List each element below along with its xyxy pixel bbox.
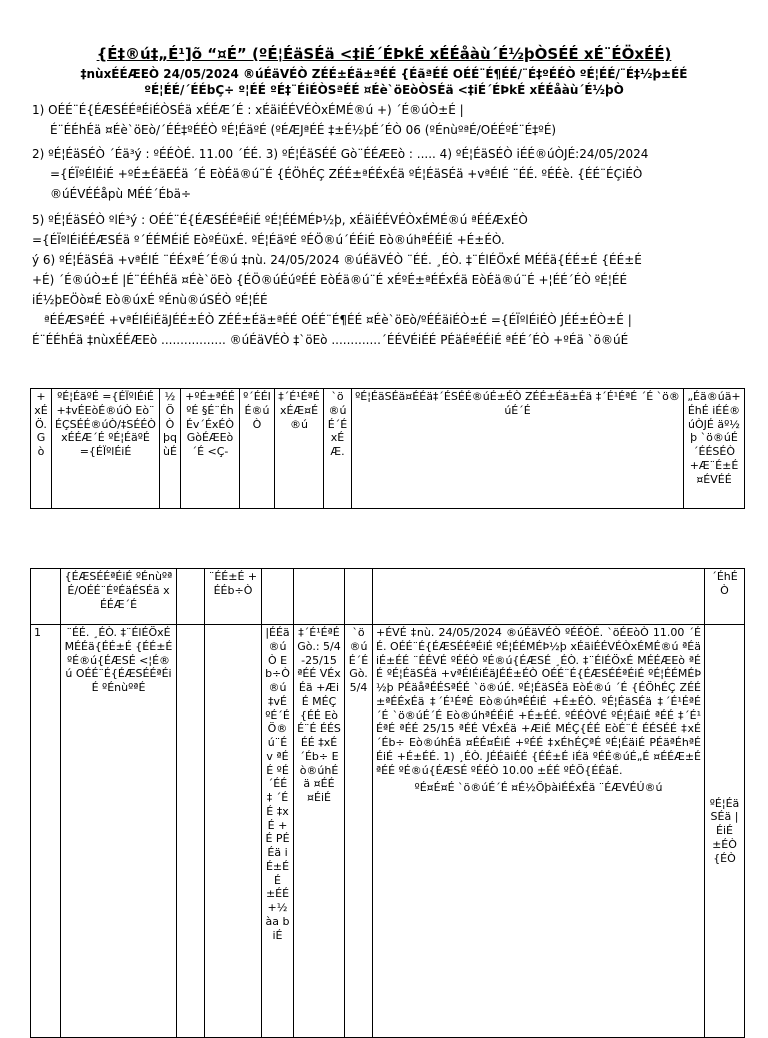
table-cell <box>345 569 373 625</box>
col-action-date: „Éä®úä+ÉhÉ iÉÉ®úÒJÉ äº½þ `ö®úÉ´ÉÉSÉÒ +Æ¨É±É ¤ÉVÉÉ <box>684 389 745 509</box>
paragraph-line: ý 6) ºÉ¦ÉäSÉä +vªÉIÉ ¨ÉÉxªÉ´É®ú ‡nù. 24/05/2024 ®úÉäVÉÒ ¨ÉÉ. ¸ÉÒ. ‡¨ÉlÉÖxÉ MÉÉä{ÉÉ±É {ÉÉ±É <box>32 253 642 267</box>
paragraph-line: ®úÉVÉÉåpù MÉÉ´Ébä÷ <box>50 187 192 201</box>
row-action-date: ºÉ¦ÉäSÉä |ÉiÉ ±ÉÒ{ÉÒ <box>705 625 745 1038</box>
paragraph-1 <box>32 100 744 140</box>
row-subject-number: ‡´É¹ÉªÉ Gò.: 5/4-25/15 ªÉÉ VÉxÉä +ÆiÉ MÉÇ{ÉÉ EòÉ¨É ÉÉSÉÉ ‡xÉ ´Éb÷ Eò®úhÉä ¤ÉÉ¤ÉiÉ <box>294 625 345 1038</box>
col-serial-number: +xÉÖ.Gò <box>31 389 52 509</box>
paragraph-line: 2) ºÉ¦ÉäSÉÒ ´Éä³ý : ºÉÉÒÉ. 11.00 ´ÉÉ. 3) ºÉ¦ÉäSÉÉ Gò¨ÉÉÆEò : ..... 4) ºÉ¦ÉäSÉÒ iÉÉ®úÒJÉ:24/05/2024 <box>32 147 649 161</box>
table-header-row <box>31 389 745 509</box>
table-cell <box>31 569 61 625</box>
page-subtitle <box>40 66 728 98</box>
row-signature: |ÉÉä®úÒ Eb÷Ò®ú ‡vÉ ºÉ´ÉÖ®ú¨Év ªÉÉ ºÉ´ÉÉ ‡ ´ÉÉ ‡xÉ +É PÉÉä iÉ±ÉÉ ±ÉÉ +½àa biÉ <box>262 625 294 1038</box>
table-cell <box>294 569 345 625</box>
row-attendee-name: ¨ÉÉ. ¸ÉÒ. ‡¨ÉlÉÖxÉ MÉÉä{ÉÉ±É {ÉÉ±É ºÉ®ú{ÉÆSÉ <¦É®ú OÉÉ¨É{ÉÆSÉÉªÉiÉ ºÉnùºªÉ <box>61 625 177 1038</box>
table-cell: {ÉÆSÉÉªÉiÉ ºÉnùºªÉ/OÉÉ¨ÉºÉäÉSÉä xÉÉÆ´É <box>61 569 177 625</box>
subtitle-line-2: ºÉ¦ÉÉ/´ÉÉbÇ÷ º¦ÉÉ ºÉ‡¨ÉiÉÒSªÉÉ ¤Éè`öEòÒSÉä <‡iÉ´ÉÞkÉ xÉÉåàù´É½þÒ <box>144 83 624 98</box>
paragraph-line: 5) ºÉ¦ÉäSÉÒ ºlÉ³ý : OÉÉ¨É{ÉÆSÉÉªÉiÉ ºÉ¦ÉÉMÉÞ½þ, xÉäiÉÉVÉÒxÉMÉ®ú ªÉÉÆxÉÒ <box>32 213 528 227</box>
paragraph-line: ={ÉÏºlÉiÉÉÆSÉä º´ÉÉMÉiÉ EòºÉüxÉ. ºÉ¦ÉäºÉ ºÉÖ®ú´ÉÉiÉ Eò®úhªÉÉiÉ +É±ÉÒ. <box>32 233 505 247</box>
paragraph-line: ={ÉÏºÉlÉiÉ +ºÉ±ÉäEÉä ´É EòÉä®ú¨É {ÉÖhÉÇ ZÉÉ±ªÉÉxÉä ºÉ¦ÉäSÉä +vªÉIÉ ¨ÉÉ. ºÉÉè. {ÉÉ¨ÉÇiÉÒ <box>50 167 643 181</box>
table-cell: ¨ÉÉ±É +ÉÉb÷Ò <box>205 569 262 625</box>
col-mobile-email: +ºÉ±ªÉÉºÉ §É¨ÉhÉv´ÉxÉÒ GòÉÆEò ´É <Ç- <box>181 389 240 509</box>
col-signature: º´ÉÉIÉ®úÒ <box>240 389 275 509</box>
table-cell <box>373 569 705 625</box>
table-subheader-row <box>31 569 745 625</box>
table-row <box>31 625 745 1038</box>
table-cell: ´ÉhÉÒ <box>705 569 745 625</box>
col-subject-number: ‡´É¹ÉªÉ xÉÆ¤É®ú <box>275 389 324 509</box>
paragraph-line: ªÉÉÆSªÉÉ +vªÉIÉiÉäJÉÉ±ÉÒ ZÉÉ±Éä±ªÉÉ OÉÉ¨É¶ÉÉ ¤Éè`öEò/ºÉÉäiÉÒ±É ={ÉÏºlÉiÉÒ JÉÉ±ÉÒ±É | <box>44 313 632 327</box>
paragraph-3 <box>32 210 744 350</box>
row-serial-number: 1 <box>31 625 61 1038</box>
row-mobile-email <box>205 625 262 1038</box>
remark-text: +ÉVÉ ‡nù. 24/05/2024 ®úÉäVÉÒ ºÉÉÒÉ. `öÉEòÒ 11.00 ´ÉÉ. OÉÉ¨É{ÉÆSÉÉªÉiÉ ºÉ¦ÉÉMÉÞ½þ xÉäiÉÉVÉÒxÉMÉ®ú ªÉäiÉ±ÉÉ ¨ÉÉVÉ ºÉÉÒ ºÉ®ú{ÉÆSÉ ¸ÉÒ. ‡¨ÉlÉÖxÉ MÉÉÆEò ªÉÉ ºÉ¦ÉäSÉä +vªÉIÉiÉäJÉÉ±ÉÒ OÉÉ¨É{ÉÆSÉÉªÉiÉ ºÉ¦ÉÉMÉÞ½þ PÉäåªÉÉSªÉÉ `ö®úÉ. ºÉ¦ÉäSÉä EòÉ®ú ´É {ÉÖhÉÇ ZÉÉ±ªÉÉxÉä ‡´É¹ÉªÉ Eò®úhªÉÉiÉ +É±ÉÒ. ºÉ¦ÉäSÉä ‡´É¹ÉªÉ ´É `ö®úÉ´É Eò®úhªÉÉiÉ +É±ÉÉ. ºÉÉÒVÉ ºÉ¦ÉäiÉ ªÉÉ ‡´É¹ÉªÉ ªÉÉ 25/15 ªÉÉ VÉxÉä +ÆiÉ MÉÇ{ÉÉ EòÉ¨É ÉÉSÉÉ ‡xÉ ´Éb÷ Eò®úhÉä ¤ÉÉ¤ÉiÉ +ºÉÉ ‡xÉhÉÇªÉ ºÉ¦ÉäiÉ PÉäªÉhªÉÉiÉ +É±ÉÉ. 1) ¸ÉÒ. JÉÉäiÉÉ {ÉÉ±É iÉä ºÉÉ®úÉ„É ¤ÉÉÆ±É ªÉÉ ºÉ®ú{ÉÆSÉ ºÉÉÒ 10.00 ±ÉÉ ºÉÖ{ÉÉäÉ. <box>376 626 701 777</box>
paragraph-2 <box>32 144 744 204</box>
row-resolution-number: `ö®úÉ´É Gò. 5/4 <box>345 625 373 1038</box>
paragraph-line: É¨ÉÉhÉä ¤Éè`öEò/´ÉÉ‡ºÉÉÒ ºÉ¦ÉäºÉ (ºÉÆJªÉÉ ‡±É½þÉ´ÉÒ 06 (ºÉnùºªÉ/OÉÉºÉ¨É‡ºÉ) <box>50 123 557 137</box>
paragraph-line: iÉ½þEÖò¤É Eò®úxÉ ºÉnù®úSÉÒ ºÉ¦ÉÉ <box>32 293 268 307</box>
paragraph-line: 1) OÉÉ¨É{ÉÆSÉÉªÉiÉÒSÉä xÉÉÆ´É : xÉäiÉÉVÉÒxÉMÉ®ú +) ´É®úÒ±É | <box>32 103 464 117</box>
paragraph-line: +É) ´É®úÒ±É |É¨ÉÉhÉä ¤Éè`öEò {ÉÖ®úÉúºÉÉ EòÉä®ú¨É xÉºÉ±ªÉÉxÉä EòÉä®ú¨É +¦ÉÉ´ÉÒ ºÉ¦ÉÉ <box>32 273 628 287</box>
col-subject-resolution: ºÉ¦ÉäSÉä¤ÉÉä‡´ÉSÉÉ®úÉ±ÉÒ ZÉÉ±Éä±Éä ‡´É¹ÉªÉ ´É `ö®úÉ´É <box>352 389 684 509</box>
col-designation: ½ÖÒþqùÉ <box>160 389 181 509</box>
col-resolution-number: `ö®úÉ´É xÉÆ. <box>324 389 352 509</box>
row-subject-resolution <box>373 625 705 1038</box>
table-cell <box>177 569 205 625</box>
header-table <box>30 388 745 509</box>
subtitle-line-1: ‡nùxÉÉÆEÒ 24/05/2024 ®úÉäVÉÒ ZÉÉ±Éä±ªÉÉ {ÉãªÉÉ OÉÉ¨É¶ÉÉ/¨É‡ºÉÉÒ ºÉ¦ÉÉ/¨É‡½þ±ÉÉ <box>80 67 688 81</box>
row-designation <box>177 625 205 1038</box>
minutes-table <box>30 568 745 1038</box>
paragraph-line: É¨ÉÉhÉä ‡nùxÉÉÆEò ................. ®úÉäVÉÒ ‡`öEò .............´ÉÉVÉiÉÉ PÉäÉªÉÉiÉ ªÉÉ´ÉÒ +ºÉä `ö®úÉ <box>32 333 629 347</box>
remark-tail: ºÉ¤É¤É `ö®úÉ´É ¤É½ÖþàiÉÉxÉä ¨ÉÆVÉÚ®ú <box>414 781 663 795</box>
page-title: {É‡®ú‡„É¹]õ “¤É” (ºÉ¦ÉäSÉä <‡iÉ´ÉÞkÉ xÉÉåàù´É½þÒSÉÉ xÉ¨ÉÖxÉÉ) <box>96 45 672 63</box>
table-cell <box>262 569 294 625</box>
col-attendee-name: ºÉ¦ÉäºÉ ={ÉÏºlÉiÉ +‡vÉEòÉ®úÒ Eò¨ÉÇSÉÉ®úÒ/‡SÉÉÒ xÉÉÆ´É ºÉ¦ÉäºÉ ={ÉÏºlÉiÉ <box>52 389 160 509</box>
